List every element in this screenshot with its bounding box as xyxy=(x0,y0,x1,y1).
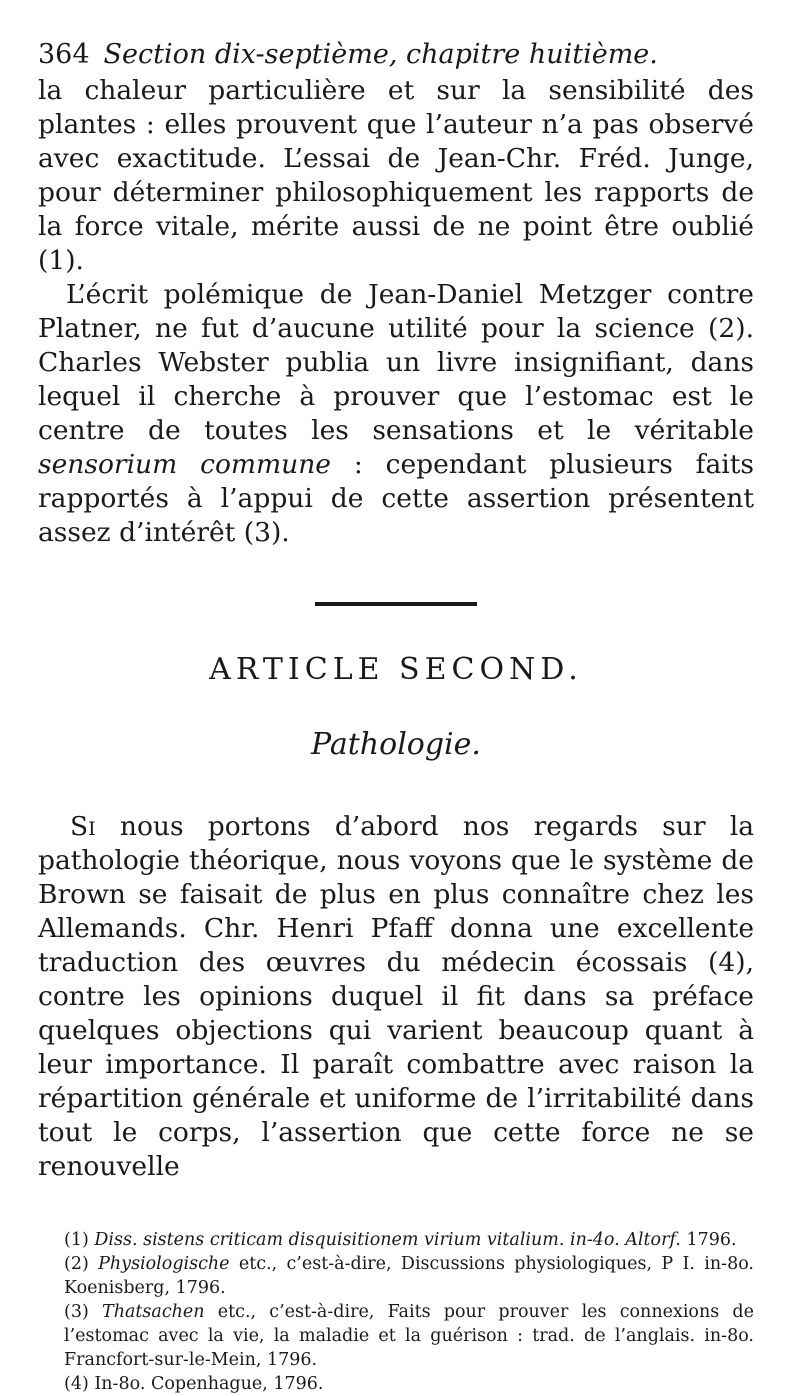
paragraph-2 xyxy=(38,278,754,550)
paragraph-3 xyxy=(38,810,754,1184)
paragraph-3-text: nous portons d’abord nos regards sur la pathologie théorique, nous voyons que le système de Brown se faisait de plus en plus connaître chez les Allemands. Chr. Henri Pfaff donna une excellente traduction des œuvres du médecin écossais (4), contre les opinions duquel il fit dans sa préface quelques objections qui varient beaucoup quant à leur importance. Il paraît combattre avec raison la répartition générale et uniforme de l’irritabilité dans tout le corps, l’assertion que cette force ne se renouvelle xyxy=(38,811,754,1182)
footnote-1-text: 1796. xyxy=(680,1230,737,1250)
footnote-4-mark: (4) xyxy=(64,1374,89,1394)
footnote-3-mark: (3) xyxy=(64,1302,89,1322)
footnote-1-mark: (1) xyxy=(64,1230,89,1250)
footnote-3-text: etc., c’est-à-dire, Faits pour prouver les connexions de l’estomac avec la vie, la maladie et la guérison : trad. de l’anglais. in-8o. Francfort-sur-le-Mein, 1796. xyxy=(64,1302,754,1370)
footnote-2-text: etc., c’est-à-dire, Discussions physiologiques, P I. in-8o. Koenisberg, 1796. xyxy=(64,1254,754,1298)
footnote-1-title: Diss. sistens criticam disquisitionem virium vitalium. in-4o. Altorf. xyxy=(94,1230,681,1250)
paragraph-3-lead-word: Si xyxy=(70,811,96,842)
paragraph-1: la chaleur particulière et sur la sensibilité des plantes : elles prouvent que l’auteur n’a pas observé avec exactitude. L’essai de Jean-Chr. Fréd. Junge, pour déterminer philosophiquement les rapports de la force vitale, mérite aussi de ne point être oublié (1). xyxy=(38,75,754,276)
page-number: 364 xyxy=(38,39,90,70)
paragraph-2-text-a: L’écrit polémique de Jean-Daniel Metzger contre Platner, ne fut d’aucune utilité pour la science (2). Charles Webster publia un livre insignifiant, dans lequel il cherche à prouver que l’estomac est le centre de toutes les sensations et le véritable xyxy=(38,279,754,446)
page-header xyxy=(38,38,754,72)
running-title: Section dix-septième, chapitre huitième. xyxy=(103,39,658,70)
footnote-4 xyxy=(38,1372,754,1396)
footnote-1 xyxy=(38,1228,754,1252)
footnote-2-mark: (2) xyxy=(64,1254,89,1274)
footnote-4-text: In-8o. Copenhague, 1796. xyxy=(94,1374,324,1394)
section-title: Pathologie. xyxy=(311,727,481,762)
section-divider-rule xyxy=(315,602,477,606)
footnotes xyxy=(38,1228,754,1396)
footnote-3 xyxy=(38,1300,754,1372)
footnote-2-title: Physiologische xyxy=(98,1254,230,1274)
article-title: ARTICLE SECOND. xyxy=(209,652,583,687)
footnote-3-title: Thatsachen xyxy=(102,1302,205,1322)
paragraph-2-text-b: : cependant plusieurs faits rapportés à l’appui de cette assertion présentent assez d’intérêt (3). xyxy=(38,449,754,548)
paragraph-2-italic: sensorium commune xyxy=(38,449,331,480)
footnote-2 xyxy=(38,1252,754,1300)
